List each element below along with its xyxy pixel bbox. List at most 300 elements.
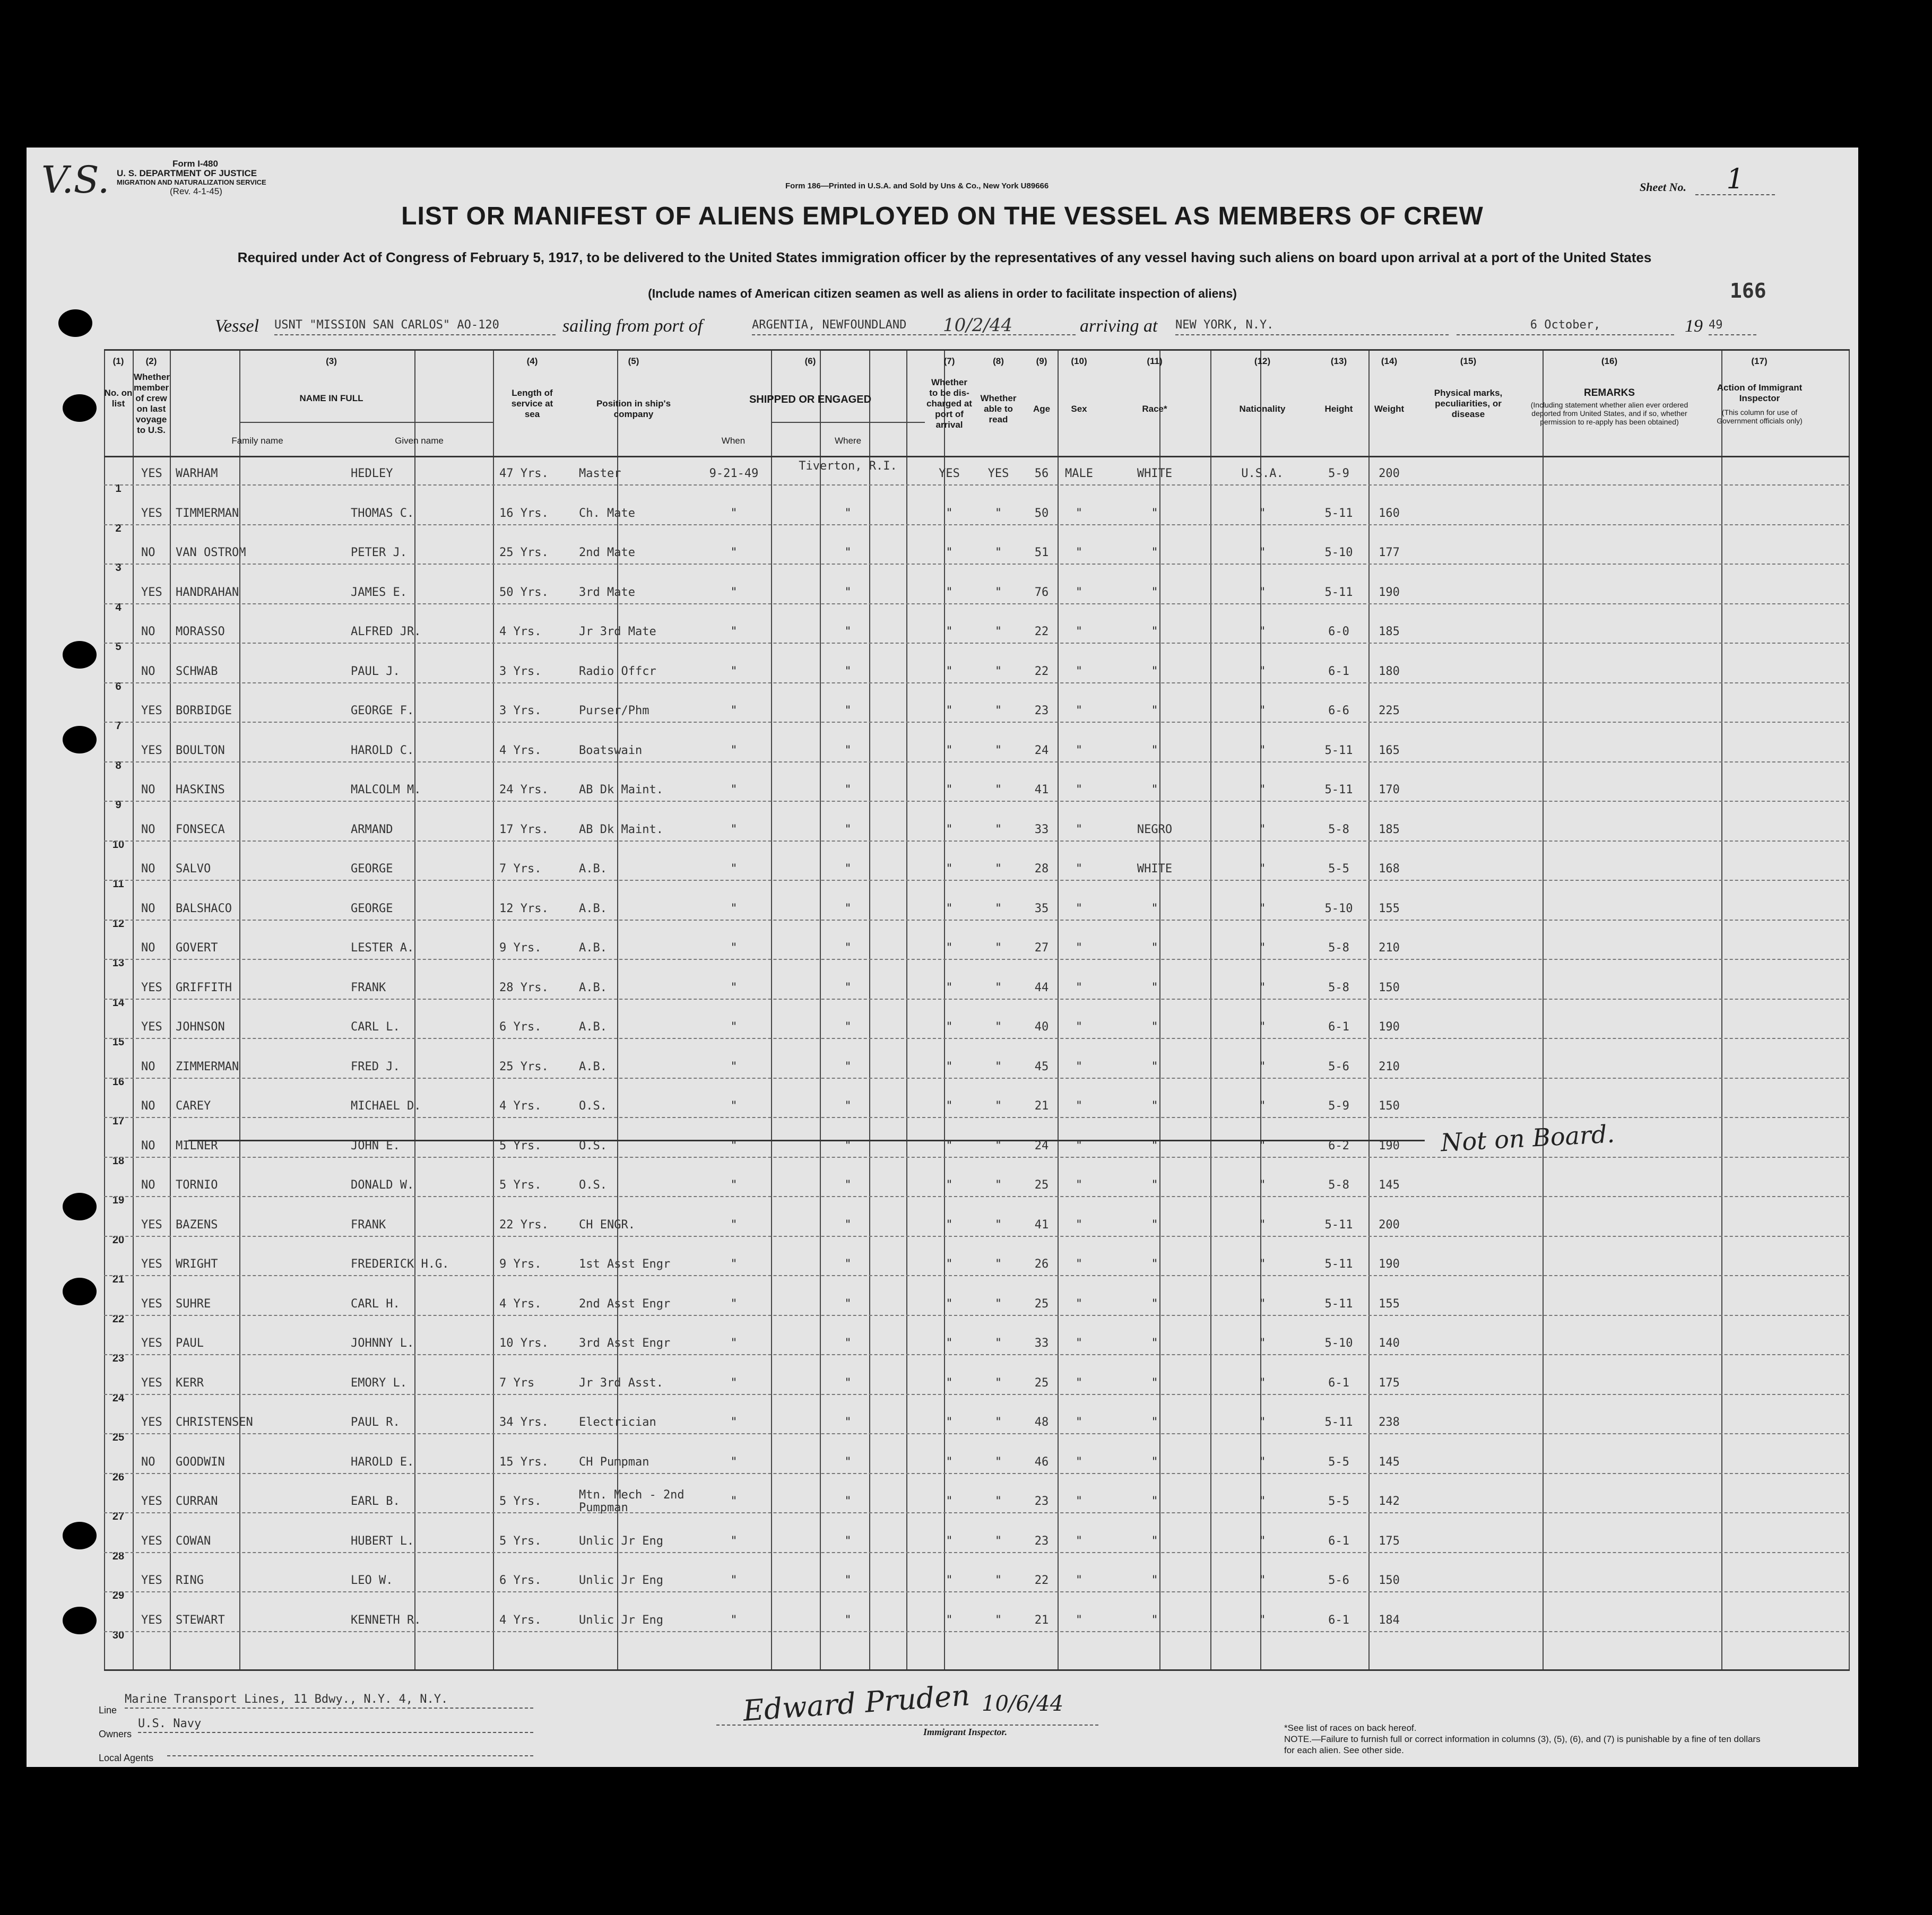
family-name: FONSECA [176,822,225,836]
service-length: 47 Yrs. [499,467,549,480]
position: Ch. Mate [579,506,635,520]
position: A.B. [579,981,607,994]
height: 5-10 [1324,546,1353,559]
sex: " [1075,506,1083,520]
age: 24 [1034,743,1049,757]
able-to-read: " [994,941,1002,955]
position: A.B. [579,1020,607,1034]
age: 35 [1034,902,1049,915]
position: Radio Offcr [579,664,656,678]
last-voyage: YES [141,704,162,717]
shipped-when: " [730,625,738,638]
sailing-port: ARGENTIA, NEWFOUNDLAND [752,316,943,335]
penalty-note: NOTE.—Failure to furnish full or correct information in columns (3), (5), (6), and (7) is punishable by a fine of ten dollars for each alien. See other side. [1284,1734,1761,1755]
shipped-where: " [844,1179,852,1192]
row-number: 10 [112,838,125,851]
position: O.S. [579,1179,607,1192]
service-length: 25 Yrs. [499,1060,549,1073]
race: " [1151,1179,1158,1192]
last-voyage: YES [141,585,162,599]
position: CH ENGR. [579,1218,635,1232]
table-row [104,585,1850,613]
weight: 185 [1379,625,1400,638]
shipped-where: Tiverton, R.I. [799,460,897,473]
height: 5-5 [1328,1495,1349,1508]
able-to-read: " [994,546,1002,559]
age: 23 [1034,1495,1049,1508]
service-length: 4 Yrs. [499,1613,542,1627]
sex: " [1075,1099,1083,1113]
able-to-read: " [994,585,1002,599]
discharged: " [946,822,953,836]
row-divider [104,959,1850,960]
row-divider [104,1117,1850,1118]
shipped-where: " [844,783,852,796]
col-num-10: (10) [1071,356,1087,366]
shipped-when: " [730,822,738,836]
race: " [1151,704,1158,717]
row-number: 17 [112,1115,125,1127]
weight: 177 [1379,546,1400,559]
row-divider [104,564,1850,565]
col-header-10: Sex [1071,404,1087,414]
discharged: " [946,1613,953,1627]
shipped-where: " [844,1376,852,1390]
vessel-name: USNT "MISSION SAN CARLOS" AO-120 [274,316,556,335]
col-header-16: REMARKS [1583,387,1635,398]
weight: 175 [1379,1534,1400,1548]
owners-value: U.S. Navy [138,1717,533,1733]
col-header-13: Height [1324,404,1353,414]
table-row [104,1258,1850,1285]
race: " [1151,1376,1158,1390]
col-num-6: (6) [804,356,816,366]
given-name: HUBERT L. [351,1534,414,1548]
requirement-text: Required under Act of Congress of February 5, 1917, to be delivered to the United States immigration officer by the representatives of any vessel having such aliens on board upon arrival at a port of the United States [237,249,1652,265]
table-row [104,1455,1850,1483]
position: 3rd Mate [579,585,635,599]
family-name: MILNER [176,1139,218,1153]
col-header-12: Nationality [1239,404,1286,414]
punch-hole [63,1278,97,1305]
weight: 238 [1379,1416,1400,1429]
row-divider [104,1473,1850,1474]
able-to-read: " [994,1376,1002,1390]
shipped-where: " [844,1495,852,1508]
position: AB Dk Maint. [579,822,663,836]
nationality: " [1259,1574,1266,1587]
service-length: 7 Yrs. [499,862,542,876]
last-voyage: NO [141,862,155,876]
given-name: PAUL J. [351,664,400,678]
discharged: " [946,1574,953,1587]
manifest-sheet [27,148,1858,1767]
given-name: HAROLD E. [351,1455,414,1469]
weight: 170 [1379,783,1400,796]
race: " [1151,1139,1158,1153]
sex: " [1075,1613,1083,1627]
weight: 150 [1379,1574,1400,1587]
weight: 155 [1379,902,1400,915]
given-name: JOHNNY L. [351,1337,414,1350]
last-voyage: NO [141,1179,155,1192]
able-to-read: " [994,1218,1002,1232]
age: 23 [1034,1534,1049,1548]
row14-remark: Not on Board. [1440,1119,1616,1157]
height: 5-5 [1328,862,1349,876]
row-divider [104,484,1850,486]
inspector-signature: Edward Pruden [742,1678,971,1728]
row-divider [104,1236,1850,1237]
col-header-8: Whether able to read [980,393,1017,424]
nationality: " [1259,981,1266,994]
age: 25 [1034,1376,1049,1390]
nationality: " [1259,1218,1266,1232]
discharged: " [946,506,953,520]
sex: " [1075,625,1083,638]
able-to-read: YES [987,467,1009,480]
shipped-where: " [844,743,852,757]
col-num-3: (3) [326,356,337,366]
height: 5-11 [1324,1297,1353,1311]
given-name: CARL H. [351,1297,400,1311]
last-voyage: NO [141,1099,155,1113]
shipped-when: " [730,862,738,876]
family-name: HASKINS [176,783,225,796]
nationality: " [1259,1258,1266,1271]
table-row [104,1416,1850,1443]
family-name: STEWART [176,1613,225,1627]
nationality: " [1259,1297,1266,1311]
shipped-when: " [730,1179,738,1192]
age: 41 [1034,783,1049,796]
row-divider [104,761,1850,762]
sex: " [1075,1179,1083,1192]
shipped-where: " [844,1099,852,1113]
last-voyage: YES [141,981,162,994]
col-header-4: Length of service at sea [511,388,553,419]
last-voyage: NO [141,1455,155,1469]
department: U. S. DEPARTMENT OF JUSTICE [117,168,257,178]
row-divider [104,643,1850,644]
col-num-9: (9) [1036,356,1047,366]
discharged: " [946,1179,953,1192]
sex: " [1075,902,1083,915]
sex: " [1075,941,1083,955]
row-divider [104,1631,1850,1632]
able-to-read: " [994,1613,1002,1627]
age: 56 [1034,467,1049,480]
col-num-15: (15) [1460,356,1477,366]
discharged: " [946,704,953,717]
service-length: 10 Yrs. [499,1337,549,1350]
given-name: CARL L. [351,1020,400,1034]
given-name: GEORGE [351,902,393,915]
line-value: Marine Transport Lines, 11 Bdwy., N.Y. 4, N.Y. [125,1693,533,1709]
arriving-label: arriving at [1080,316,1158,336]
shipped-where: " [844,1574,852,1587]
family-name: KERR [176,1376,204,1390]
family-name: SUHRE [176,1297,211,1311]
last-voyage: YES [141,1218,162,1232]
family-name: RING [176,1574,204,1587]
row-number: 5 [115,641,122,653]
weight: 168 [1379,862,1400,876]
shipped-where: " [844,506,852,520]
able-to-read: " [994,862,1002,876]
service-length: 28 Yrs. [499,981,549,994]
position: Master [579,467,621,480]
position: CH Pumpman [579,1455,649,1469]
row-number: 21 [112,1273,125,1285]
shipped-when: " [730,1099,738,1113]
row-divider [104,1552,1850,1553]
service-length: 5 Yrs. [499,1179,542,1192]
last-voyage: YES [141,1337,162,1350]
row-number: 27 [112,1511,125,1522]
height: 5-11 [1324,1416,1353,1429]
age: 40 [1034,1020,1049,1034]
col-subheader-17: (This column for use of Government officials only) [1717,408,1803,425]
shipped-where: " [844,585,852,599]
height: 6-0 [1328,625,1349,638]
discharged: " [946,1455,953,1469]
last-voyage: YES [141,1574,162,1587]
stamp-number: 166 [1730,279,1766,302]
col-header-5: Position in ship's company [596,398,671,419]
last-voyage: YES [141,1258,162,1271]
nationality: " [1259,1099,1266,1113]
race: " [1151,1258,1158,1271]
last-voyage: NO [141,664,155,678]
row-number: 13 [112,957,125,969]
able-to-read: " [994,625,1002,638]
nationality: " [1259,1139,1266,1153]
discharged: " [946,902,953,915]
discharged: " [946,664,953,678]
able-to-read: " [994,1297,1002,1311]
sex: " [1075,981,1083,994]
family-name: SCHWAB [176,664,218,678]
shipped-when: " [730,783,738,796]
shipped-where: " [844,1218,852,1232]
race: " [1151,1416,1158,1429]
shipped-where: " [844,1416,852,1429]
sex: " [1075,1337,1083,1350]
weight: 210 [1379,941,1400,955]
height: 6-2 [1328,1139,1349,1153]
col-num-13: (13) [1330,356,1347,366]
age: 33 [1034,822,1049,836]
shipped-where: " [844,1455,852,1469]
weight: 150 [1379,1099,1400,1113]
table-row [104,1534,1850,1562]
table-row [104,460,1850,495]
table-row [104,1613,1850,1641]
shipped-where: " [844,1534,852,1548]
line-label: Line [99,1705,117,1715]
position: A.B. [579,862,607,876]
col-header-given: Given name [395,436,444,446]
height: 5-10 [1324,902,1353,915]
discharged: " [946,1416,953,1429]
signature-date: 10/6/44 [982,1692,1064,1716]
age: 46 [1034,1455,1049,1469]
col-header-family: Family name [231,436,283,446]
race: " [1151,902,1158,915]
row-divider [104,1512,1850,1513]
service-length: 17 Yrs. [499,822,549,836]
position: Boatswain [579,743,643,757]
able-to-read: " [994,704,1002,717]
age: 28 [1034,862,1049,876]
given-name: GEORGE [351,862,393,876]
service-length: 7 Yrs [499,1376,535,1390]
height: 5-8 [1328,822,1349,836]
punch-hole [63,394,97,422]
discharged: " [946,1376,953,1390]
year-prefix: 19 [1685,316,1703,336]
shipped-when: " [730,1020,738,1034]
nationality: " [1259,822,1266,836]
height: 5-6 [1328,1060,1349,1073]
nationality: " [1259,1179,1266,1192]
race: " [1151,981,1158,994]
race: " [1151,1574,1158,1587]
shipped-where: " [844,704,852,717]
row-number: 30 [112,1629,125,1641]
col-num-8: (8) [993,356,1004,366]
family-name: GRIFFITH [176,981,232,994]
shipped-where: " [844,981,852,994]
last-voyage: YES [141,1495,162,1508]
row-divider [104,999,1850,1000]
form-number: Form I-480 [172,159,218,169]
able-to-read: " [994,1060,1002,1073]
family-name: GOODWIN [176,1455,225,1469]
family-name: HANDRAHAN [176,585,239,599]
family-name: WARHAM [176,467,218,480]
weight: 200 [1379,467,1400,480]
row14-strikethrough [188,1140,1425,1141]
able-to-read: " [994,902,1002,915]
able-to-read: " [994,1020,1002,1034]
age: 22 [1034,1574,1049,1587]
family-name: JOHNSON [176,1020,225,1034]
race: " [1151,1020,1158,1034]
service-length: 4 Yrs. [499,743,542,757]
shipped-where: " [844,1337,852,1350]
race: " [1151,1099,1158,1113]
sex: " [1075,1218,1083,1232]
last-voyage: YES [141,467,162,480]
height: 5-8 [1328,941,1349,955]
service-length: 4 Yrs. [499,625,542,638]
position: O.S. [579,1139,607,1153]
weight: 180 [1379,664,1400,678]
nationality: " [1259,783,1266,796]
table-row [104,1488,1850,1522]
discharged: " [946,862,953,876]
row-number: 1 [115,483,122,495]
col-num-14: (14) [1381,356,1398,366]
owners-label: Owners [99,1729,132,1739]
given-name: FRANK [351,981,386,994]
height: 5-9 [1328,1099,1349,1113]
row-divider [104,682,1850,683]
position: Electrician [579,1416,656,1429]
vessel-label: Vessel [215,316,259,336]
weight: 150 [1379,981,1400,994]
family-name: MORASSO [176,625,225,638]
last-voyage: NO [141,625,155,638]
race: " [1151,1613,1158,1627]
col-header-where: Where [834,436,862,446]
height: 5-8 [1328,1179,1349,1192]
nationality: " [1259,1495,1266,1508]
able-to-read: " [994,981,1002,994]
punch-hole [63,726,97,753]
discharged: " [946,585,953,599]
race: " [1151,1337,1158,1350]
nationality: " [1259,625,1266,638]
vessel-line [215,316,1780,337]
nationality: " [1259,1416,1266,1429]
shipped-where: " [844,1613,852,1627]
shipped-where: " [844,664,852,678]
last-voyage: YES [141,1376,162,1390]
races-note: *See list of races on back hereof. [1284,1723,1417,1733]
last-voyage: NO [141,546,155,559]
col-num-11: (11) [1147,356,1163,366]
given-name: PETER J. [351,546,407,559]
col-num-1: (1) [112,356,124,366]
age: 51 [1034,546,1049,559]
given-name: PAUL R. [351,1416,400,1429]
sex: " [1075,1060,1083,1073]
nationality: " [1259,902,1266,915]
sex: " [1075,1455,1083,1469]
shipped-when: " [730,1416,738,1429]
col-num-7: (7) [943,356,955,366]
shipped-when: " [730,1495,738,1508]
punch-hole [63,641,97,669]
given-name: EARL B. [351,1495,400,1508]
position: O.S. [579,1099,607,1113]
given-name: DONALD W. [351,1179,414,1192]
nationality: " [1259,1337,1266,1350]
service-length: 15 Yrs. [499,1455,549,1469]
discharged: " [946,1297,953,1311]
nationality: " [1259,546,1266,559]
discharged: " [946,1139,953,1153]
last-voyage: NO [141,1060,155,1073]
col-num-5: (5) [628,356,639,366]
given-name: MICHAEL D. [351,1099,421,1113]
sex: " [1075,743,1083,757]
row-divider [104,603,1850,604]
shipped-where: " [844,1139,852,1153]
row-divider [104,1315,1850,1316]
year-suffix: 49 [1709,316,1756,335]
position: A.B. [579,941,607,955]
age: 27 [1034,941,1049,955]
last-voyage: YES [141,1534,162,1548]
position: 3rd Asst Engr [579,1337,671,1350]
able-to-read: " [994,1455,1002,1469]
service-length: 4 Yrs. [499,1297,542,1311]
row-number: 29 [112,1590,125,1601]
